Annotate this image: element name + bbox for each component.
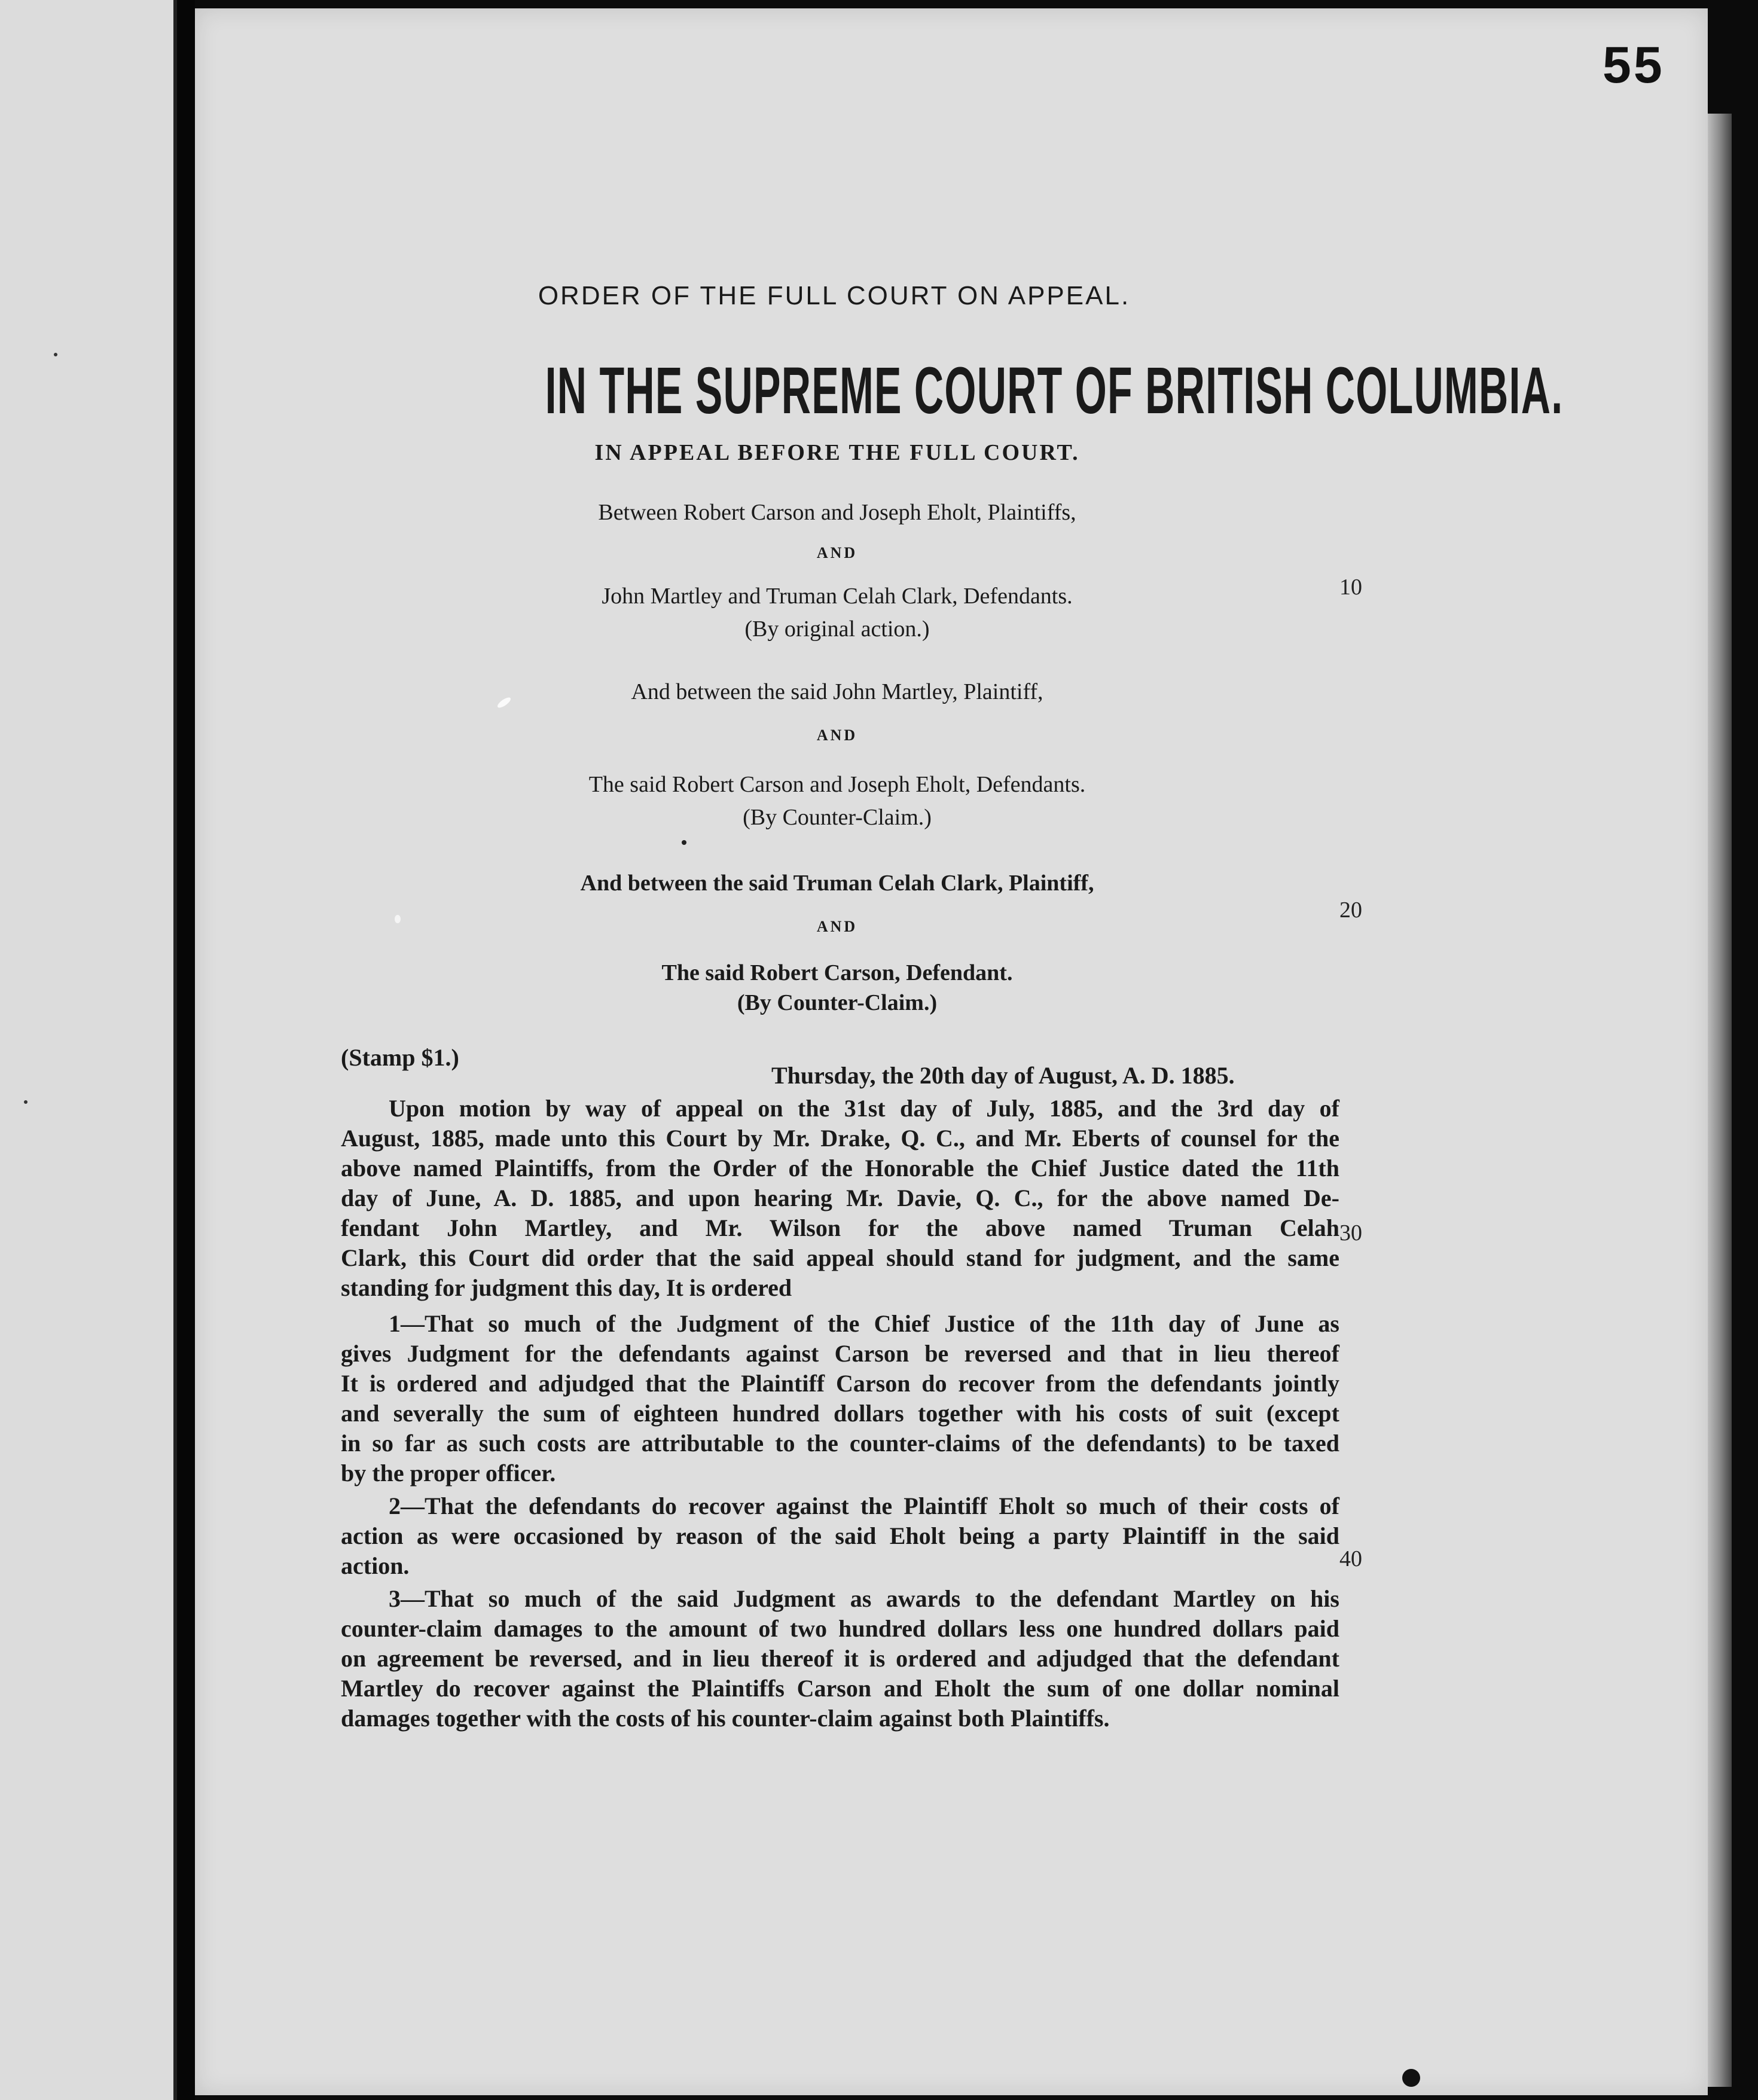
body-text-line: standing for judgment this day, It is ordered (341, 1274, 792, 1301)
facing-page (0, 0, 177, 2100)
body-text-line: day of June, A. D. 1885, and upon hearing Mr. Davie, Q. C., for the above named De- (341, 1185, 1339, 1211)
party-note: (By Counter-Claim.) (737, 990, 938, 1015)
line-number-margin: 10 (1339, 575, 1362, 600)
party-line: And between the said John Martley, Plaintiff, (631, 679, 1043, 704)
party-line: And between the said Truman Celah Clark, Plaintiff, (580, 871, 1094, 896)
body-text-line: action. (341, 1552, 410, 1579)
body-text-line: in so far as such costs are attributable to the counter-claims of the defendants) to be taxed (341, 1430, 1339, 1457)
body-text-line: damages together with the costs of his counter-claim against both Plaintiffs. (341, 1705, 1110, 1732)
body-text-line: by the proper officer. (341, 1460, 556, 1487)
ink-speck (1402, 2069, 1420, 2087)
and-separator: AND (816, 918, 858, 935)
body-text-line: 1—That so much of the Judgment of the Chief Justice of the 11th day of June as (389, 1310, 1339, 1337)
body-text-line: above named Plaintiffs, from the Order of the Honorable the Chief Justice dated the 11th (341, 1155, 1339, 1182)
party-line: Between Robert Carson and Joseph Eholt, Plaintiffs, (598, 500, 1076, 525)
court-title: IN THE SUPREME COURT OF BRITISH COLUMBIA. (545, 354, 1564, 428)
page-number: 55 (1603, 36, 1665, 94)
and-separator: AND (816, 544, 858, 561)
order-date: Thursday, the 20th day of August, A. D. 1885. (771, 1062, 1235, 1089)
order-heading: ORDER OF THE FULL COURT ON APPEAL. (538, 281, 1131, 310)
page-edge (1708, 114, 1732, 2087)
body-text-line: fendant John Martley, and Mr. Wilson for the above named Truman Celah (341, 1214, 1339, 1241)
body-text-line: 2—That the defendants do recover against the Plaintiff Eholt so much of their costs of (389, 1492, 1339, 1519)
body-text-line: gives Judgment for the defendants against Carson be reversed and that in lieu thereof (341, 1340, 1339, 1367)
body-text-line: 3—That so much of the said Judgment as awards to the defendant Martley on his (389, 1585, 1339, 1612)
body-text-line: counter-claim damages to the amount of two hundred dollars less one hundred dollars paid (341, 1615, 1339, 1642)
body-text-line: and severally the sum of eighteen hundred dollars together with his costs of suit (except (341, 1400, 1339, 1427)
scan-border (1732, 0, 1758, 2100)
party-line: John Martley and Truman Celah Clark, Defendants. (602, 584, 1073, 609)
line-number-margin: 40 (1339, 1546, 1362, 1571)
body-text-line: Martley do recover against the Plaintiffs Carson and Eholt the sum of one dollar nominal (341, 1675, 1339, 1702)
body-text-line: Upon motion by way of appeal on the 31st day of July, 1885, and the 3rd day of (389, 1095, 1339, 1122)
body-text-line: Clark, this Court did order that the said appeal should stand for judgment, and the same (341, 1244, 1339, 1271)
ink-speck (24, 1100, 28, 1104)
party-note: (By Counter-Claim.) (743, 805, 932, 830)
book-gutter (177, 0, 195, 2100)
line-number-margin: 20 (1339, 898, 1362, 923)
stamp-note: (Stamp $1.) (341, 1044, 459, 1071)
body-text-line: on agreement be reversed, and in lieu thereof it is ordered and adjudged that the defendant (341, 1645, 1339, 1672)
body-text-line: August, 1885, made unto this Court by Mr. Drake, Q. C., and Mr. Eberts of counsel for the (341, 1125, 1339, 1152)
court-subtitle: IN APPEAL BEFORE THE FULL COURT. (594, 440, 1080, 465)
body-text-line: It is ordered and adjudged that the Plaintiff Carson do recover from the defendants jointly (341, 1370, 1339, 1397)
and-separator: AND (816, 727, 858, 744)
paper-blemish (395, 915, 401, 923)
party-line: The said Robert Carson and Joseph Eholt, Defendants. (588, 772, 1086, 797)
ink-speck (682, 840, 686, 845)
body-text-line: action as were occasioned by reason of the said Eholt being a party Plaintiff in the said (341, 1522, 1339, 1549)
party-note: (By original action.) (744, 616, 930, 642)
ink-speck (54, 353, 57, 356)
party-line: The said Robert Carson, Defendant. (661, 960, 1013, 985)
line-number-margin: 30 (1339, 1220, 1362, 1246)
